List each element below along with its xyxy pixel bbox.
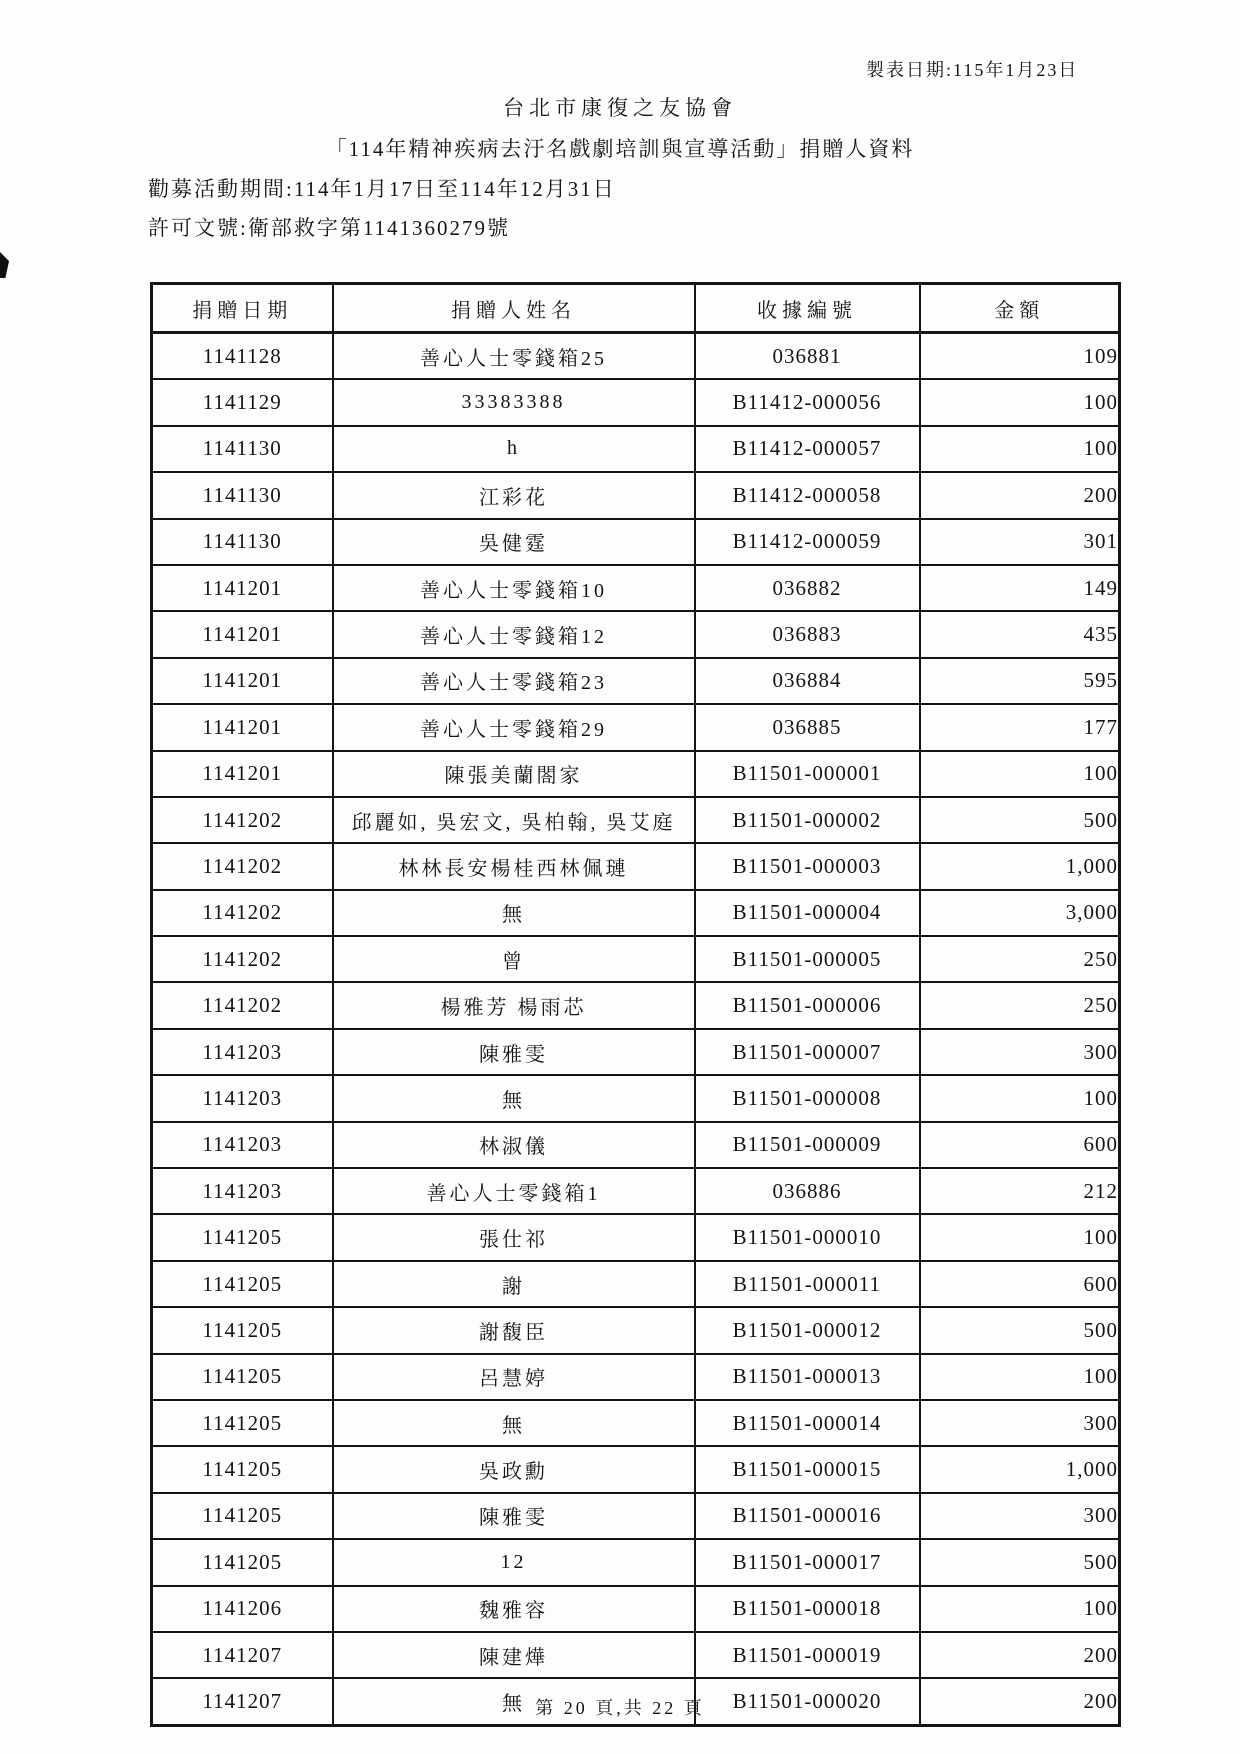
amount-cell: 500 [920,1539,1120,1585]
receipt-number-cell: B11501-000015 [695,1446,920,1492]
receipt-number-cell: B11501-000014 [695,1400,920,1446]
receipt-number-cell: B11501-000012 [695,1307,920,1353]
amount-cell: 149 [920,565,1120,611]
print-date: 製表日期:115年1月23日 [866,60,1079,80]
donation-date-cell: 1141203 [152,1122,333,1168]
receipt-number-cell: B11501-000007 [695,1029,920,1075]
table-row [152,611,1120,657]
amount-cell: 300 [920,1400,1120,1446]
donation-date-cell: 1141201 [152,658,333,704]
amount-cell: 1,000 [920,843,1120,889]
table-row [152,1075,1120,1121]
table-row [152,658,1120,704]
table-row [152,1400,1120,1446]
receipt-number-cell: 036885 [695,704,920,750]
receipt-number-cell: B11501-000018 [695,1586,920,1632]
donor-name-cell: 陳雅雯 [333,1029,695,1075]
donation-date-cell: 1141202 [152,890,333,936]
amount-cell: 100 [920,751,1120,797]
donation-date-cell: 1141207 [152,1632,333,1678]
amount-cell: 3,000 [920,890,1120,936]
table-row [152,565,1120,611]
amount-cell: 109 [920,333,1120,380]
donation-date-cell: 1141130 [152,519,333,565]
fundraising-period: 勸募活動期間:114年1月17日至114年12月31日 [148,177,616,201]
donor-name-cell: 曾 [333,936,695,982]
donation-date-cell: 1141203 [152,1075,333,1121]
amount-cell: 300 [920,1493,1120,1539]
donation-date-cell: 1141203 [152,1168,333,1214]
donation-date-cell: 1141201 [152,611,333,657]
amount-cell: 177 [920,704,1120,750]
donation-date-cell: 1141201 [152,704,333,750]
donation-table-header [152,284,1120,333]
table-row [152,333,1120,380]
donation-date-cell: 1141130 [152,472,333,518]
donor-name-cell: 12 [333,1539,695,1585]
donation-table [150,282,1121,1727]
permit-number: 許可文號:衛部救字第1141360279號 [148,216,511,240]
donation-date-cell: 1141128 [152,333,333,380]
table-row [152,519,1120,565]
receipt-number-cell: B11501-000003 [695,843,920,889]
table-row [152,751,1120,797]
donation-date-cell: 1141205 [152,1493,333,1539]
table-row [152,1168,1120,1214]
table-row [152,1493,1120,1539]
amount-cell: 212 [920,1168,1120,1214]
donor-name-cell: 善心人士零錢箱25 [333,333,695,380]
amount-cell: 600 [920,1261,1120,1307]
receipt-number-cell: 036881 [695,333,920,380]
amount-cell: 250 [920,982,1120,1028]
receipt-number-cell: B11412-000057 [695,426,920,472]
receipt-number-cell: B11412-000059 [695,519,920,565]
receipt-number-cell: B11501-000020 [695,1678,920,1725]
amount-cell: 301 [920,519,1120,565]
amount-cell: 200 [920,1632,1120,1678]
donor-name-cell: 陳建燁 [333,1632,695,1678]
donor-name-cell: 楊雅芳 楊雨芯 [333,982,695,1028]
donor-name-cell: 陳張美蘭閤家 [333,751,695,797]
donor-name-cell: 善心人士零錢箱12 [333,611,695,657]
donor-name-cell: h [333,426,695,472]
page-number-footer: 第 20 頁,共 22 頁 [535,1698,705,1718]
donation-date-cell: 1141207 [152,1678,333,1725]
table-row [152,1632,1120,1678]
receipt-number-cell: B11501-000009 [695,1122,920,1168]
amount-cell: 500 [920,797,1120,843]
amount-cell: 100 [920,1354,1120,1400]
donor-name-cell: 善心人士零錢箱29 [333,704,695,750]
donation-date-cell: 1141201 [152,565,333,611]
receipt-number-cell: B11412-000058 [695,472,920,518]
table-row [152,1029,1120,1075]
donor-name-cell: 陳雅雯 [333,1493,695,1539]
donor-name-cell: 33383388 [333,379,695,425]
receipt-number-cell: 036886 [695,1168,920,1214]
receipt-number-cell: B11501-000004 [695,890,920,936]
doc-subtitle: 「114年精神疾病去汙名戲劇培訓與宣導活動」捐贈人資料 [325,137,915,161]
table-row [152,982,1120,1028]
donor-name-cell: 無 [333,890,695,936]
table-row [152,379,1120,425]
donor-name-cell: 林淑儀 [333,1122,695,1168]
receipt-number-cell: B11501-000016 [695,1493,920,1539]
donor-name-cell: 江彩花 [333,472,695,518]
scan-artifact [0,252,9,278]
donation-date-cell: 1141205 [152,1214,333,1260]
donor-name-cell: 謝馥臣 [333,1307,695,1353]
donation-date-cell: 1141205 [152,1354,333,1400]
table-row [152,1446,1120,1492]
donor-name-cell: 魏雅容 [333,1586,695,1632]
donation-date-cell: 1141206 [152,1586,333,1632]
donor-name-cell: 張仕祁 [333,1214,695,1260]
donation-date-cell: 1141202 [152,797,333,843]
table-row [152,704,1120,750]
donor-name-cell: 林林長安楊桂西林佩璉 [333,843,695,889]
donation-date-cell: 1141205 [152,1307,333,1353]
col-header-donation-date: 捐贈日期 [152,284,333,333]
receipt-number-cell: B11501-000006 [695,982,920,1028]
receipt-number-cell: B11501-000019 [695,1632,920,1678]
col-header-donor-name: 捐贈人姓名 [333,284,695,333]
receipt-number-cell: B11501-000005 [695,936,920,982]
donation-date-cell: 1141129 [152,379,333,425]
donor-name-cell: 善心人士零錢箱1 [333,1168,695,1214]
receipt-number-cell: B11501-000001 [695,751,920,797]
receipt-number-cell: 036884 [695,658,920,704]
donor-name-cell: 吳健霆 [333,519,695,565]
amount-cell: 600 [920,1122,1120,1168]
amount-cell: 100 [920,426,1120,472]
donation-date-cell: 1141202 [152,982,333,1028]
header-row [152,284,1120,333]
donor-name-cell: 邱麗如, 吳宏文, 吳柏翰, 吳艾庭 [333,797,695,843]
receipt-number-cell: 036883 [695,611,920,657]
donor-name-cell: 無 [333,1678,695,1725]
donor-name-cell: 無 [333,1400,695,1446]
receipt-number-cell: B11501-000008 [695,1075,920,1121]
org-name: 台北市康復之友協會 [503,96,737,120]
col-header-receipt-number: 收據編號 [695,284,920,333]
donation-date-cell: 1141205 [152,1261,333,1307]
donor-name-cell: 呂慧婷 [333,1354,695,1400]
amount-cell: 595 [920,658,1120,704]
donor-name-cell: 善心人士零錢箱23 [333,658,695,704]
amount-cell: 100 [920,379,1120,425]
amount-cell: 100 [920,1586,1120,1632]
table-row [152,890,1120,936]
amount-cell: 100 [920,1075,1120,1121]
amount-cell: 200 [920,1678,1120,1725]
receipt-number-cell: B11412-000056 [695,379,920,425]
table-row [152,1214,1120,1260]
amount-cell: 435 [920,611,1120,657]
table-row [152,843,1120,889]
receipt-number-cell: B11501-000011 [695,1261,920,1307]
donor-name-cell: 吳政勳 [333,1446,695,1492]
amount-cell: 250 [920,936,1120,982]
table-row [152,936,1120,982]
donor-name-cell: 無 [333,1075,695,1121]
donor-name-cell: 善心人士零錢箱10 [333,565,695,611]
donation-date-cell: 1141205 [152,1539,333,1585]
table-row [152,472,1120,518]
donation-date-cell: 1141202 [152,936,333,982]
receipt-number-cell: B11501-000017 [695,1539,920,1585]
table-row [152,1539,1120,1585]
amount-cell: 300 [920,1029,1120,1075]
donation-date-cell: 1141205 [152,1446,333,1492]
donor-name-cell: 謝 [333,1261,695,1307]
donation-table-body [152,333,1120,1726]
table-row [152,1261,1120,1307]
receipt-number-cell: 036882 [695,565,920,611]
donation-date-cell: 1141205 [152,1400,333,1446]
donation-date-cell: 1141130 [152,426,333,472]
donation-date-cell: 1141202 [152,843,333,889]
receipt-number-cell: B11501-000013 [695,1354,920,1400]
table-row [152,1354,1120,1400]
amount-cell: 500 [920,1307,1120,1353]
receipt-number-cell: B11501-000010 [695,1214,920,1260]
amount-cell: 1,000 [920,1446,1120,1492]
amount-cell: 200 [920,472,1120,518]
table-row [152,1307,1120,1353]
receipt-number-cell: B11501-000002 [695,797,920,843]
table-row [152,1122,1120,1168]
table-row [152,426,1120,472]
col-header-amount: 金額 [920,284,1120,333]
table-row [152,797,1120,843]
amount-cell: 100 [920,1214,1120,1260]
donation-date-cell: 1141201 [152,751,333,797]
donation-date-cell: 1141203 [152,1029,333,1075]
table-row [152,1586,1120,1632]
